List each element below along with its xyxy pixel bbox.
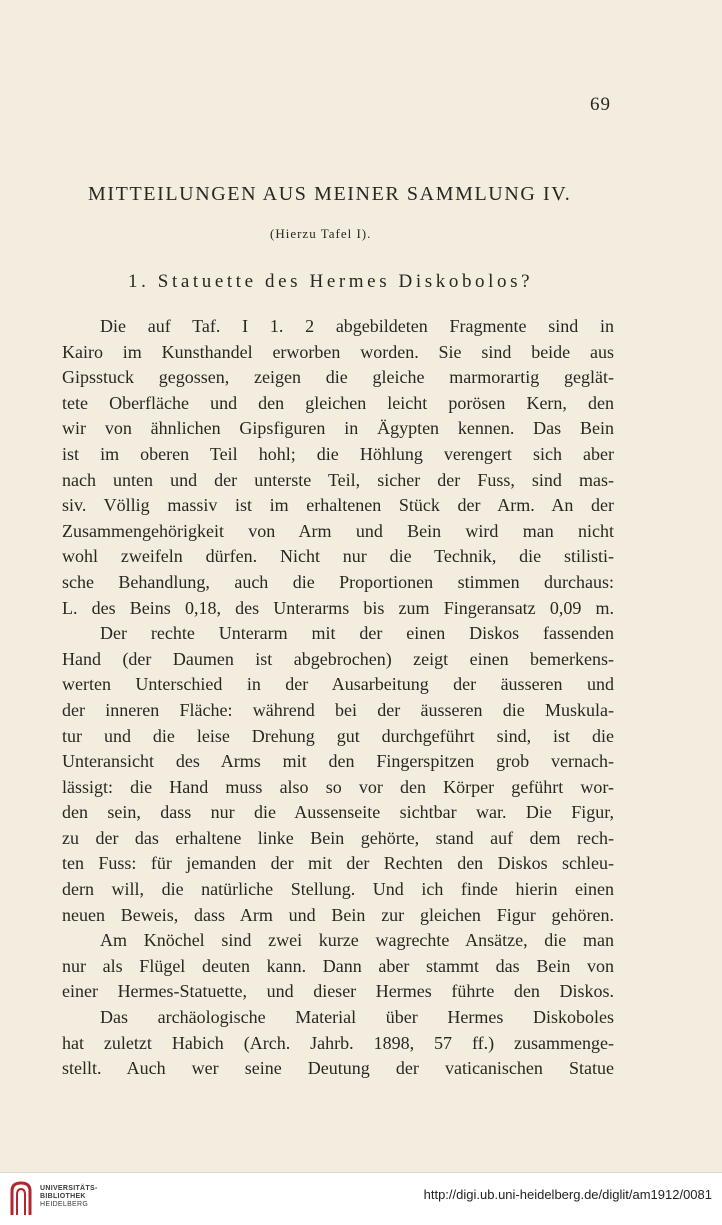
text-line: tur und die leise Drehung gut durchgeführt sind, ist die	[62, 725, 614, 746]
library-name-line: HEIDELBERG	[40, 1201, 89, 1208]
text-line: Das archäologische Material über Hermes Diskoboles	[100, 1007, 614, 1028]
text-line: Die auf Taf. I 1. 2 abgebildeten Fragmente sind in	[100, 316, 614, 336]
text-line: Gipsstuck gegossen, zeigen die gleiche marmorartig geglät-	[62, 367, 614, 388]
text-line: sche Behandlung, auch die Proportionen stimmen durchaus:	[62, 571, 614, 592]
text-line: ten Fuss: für jemanden der mit der Rechten den Diskos schleu-	[62, 853, 614, 874]
text-line: tete Oberfläche und den gleichen leicht porösen Kern, den	[62, 392, 614, 413]
text-line: einer Hermes-Statuette, und dieser Hermes führte den Diskos.	[62, 981, 614, 1002]
text-line: wir von ähnlichen Gipsfiguren in Ägypten kennen. Das Bein	[62, 418, 614, 439]
article-title: MITTEILUNGEN AUS MEINER SAMMLUNG IV.	[88, 183, 572, 205]
viewer-footer	[0, 1172, 722, 1225]
text-line: ist im oberen Teil hohl; die Höhlung verengert sich aber	[62, 443, 614, 464]
text-line: Kairo im Kunsthandel erworben worden. Sie sind beide aus	[62, 341, 614, 362]
logo-path-inner	[17, 1189, 25, 1215]
text-line: den sein, dass nur die Aussenseite sichtbar war. Die Figur,	[62, 802, 614, 823]
text-line: stellt. Auch wer seine Deutung der vaticanischen Statue	[62, 1058, 614, 1079]
text-line: Der rechte Unterarm mit der einen Diskos fassenden	[100, 623, 614, 644]
body-text	[62, 314, 614, 1082]
library-logo-icon	[8, 1181, 34, 1217]
section-heading: 1. Statuette des Hermes Diskobolos?	[128, 271, 534, 292]
text-line: Unteransicht des Arms mit den Fingerspitzen grob vernach-	[62, 751, 614, 772]
permalink-url[interactable]: http://digi.ub.uni-heidelberg.de/diglit/am1912/0081	[423, 1187, 712, 1202]
text-line: Hand (der Daumen ist abgebrochen) zeigt einen bemerkens-	[62, 648, 614, 669]
text-line: Zusammengehörigkeit von Arm und Bein wird man nicht	[62, 520, 614, 541]
text-line: siv. Völlig massiv ist im erhaltenen Stück der Arm. An der	[62, 495, 614, 516]
text-line: wohl zweifeln dürfen. Nicht nur die Technik, die stilisti-	[62, 546, 614, 567]
text-line: hat zuletzt Habich (Arch. Jahrb. 1898, 57 ff.) zusammenge-	[62, 1032, 614, 1053]
text-line: dern will, die natürliche Stellung. Und ich finde hierin einen	[62, 879, 614, 900]
text-line: zu der das erhaltene linke Bein gehörte, stand auf dem rech-	[62, 827, 614, 848]
text-line: Am Knöchel sind zwei kurze wagrechte Ansätze, die man	[100, 930, 614, 951]
text-line: nach unten und der unterste Teil, sicher der Fuss, sind mas-	[62, 469, 614, 490]
page-number: 69	[590, 94, 611, 115]
text-line: neuen Beweis, dass Arm und Bein zur gleichen Figur gehören.	[62, 904, 614, 925]
library-name-line: UNIVERSITÄTS-	[40, 1185, 98, 1192]
text-line: lässigt: die Hand muss also so vor den Körper geführt wor-	[62, 776, 614, 797]
library-name-line: BIBLIOTHEK	[40, 1193, 86, 1200]
text-line: L. des Beins 0,18, des Unterarms bis zum Fingeransatz 0,09 m.	[62, 597, 614, 618]
text-line: nur als Flügel deuten kann. Dann aber stammt das Bein von	[62, 955, 614, 976]
library-name	[40, 1185, 98, 1209]
logo-path	[12, 1183, 30, 1215]
text-line: werten Unterschied in der Ausarbeitung der äusseren und	[62, 674, 614, 695]
text-line: der inneren Fläche: während bei der äusseren die Muskula-	[62, 699, 614, 720]
article-subtitle: (Hierzu Tafel I).	[270, 226, 372, 241]
